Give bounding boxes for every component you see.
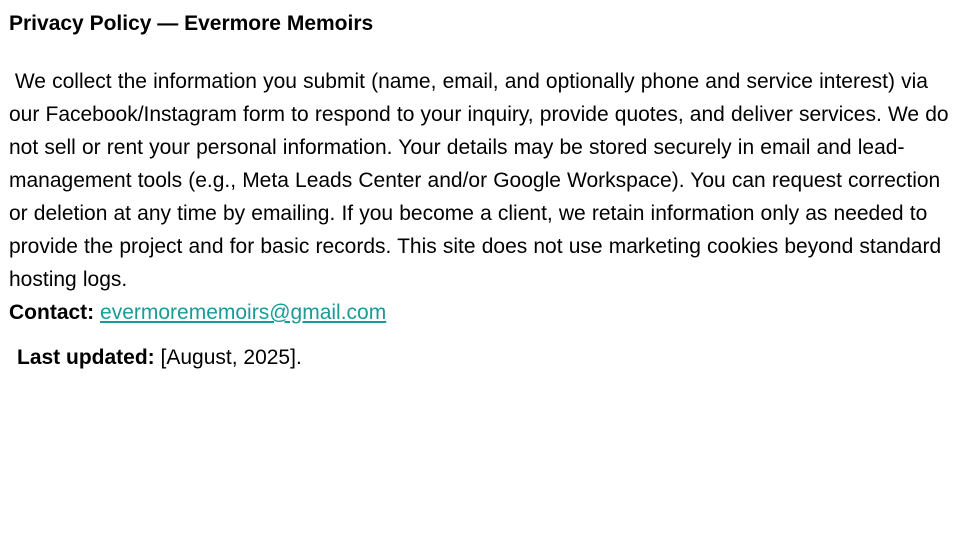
page-title: Privacy Policy — Evermore Memoirs <box>9 12 374 35</box>
contact-line <box>9 296 950 329</box>
contact-email-link[interactable]: evermorememoirs@gmail.com <box>100 301 387 324</box>
policy-body-text: We collect the information you submit (name, email, and optionally phone and service interest) via our Facebook/Instagram form to respond to your inquiry, provide quotes, and deliver services. We do not sell or rent your personal information. Your details may be stored securely in email and lead-management tools (e.g., Meta Leads Center and/or Google Workspace). You can request correction or deletion at any time by emailing. If you become a client, we retain information only as needed to provide the project and for basic records. This site does not use marketing cookies beyond standard hosting logs. <box>9 70 949 291</box>
policy-body <box>9 65 950 296</box>
last-updated-value: [August, 2025]. <box>160 346 302 369</box>
last-updated-label: Last updated: <box>17 346 155 369</box>
contact-label: Contact: <box>9 301 95 324</box>
last-updated-line <box>17 343 950 373</box>
